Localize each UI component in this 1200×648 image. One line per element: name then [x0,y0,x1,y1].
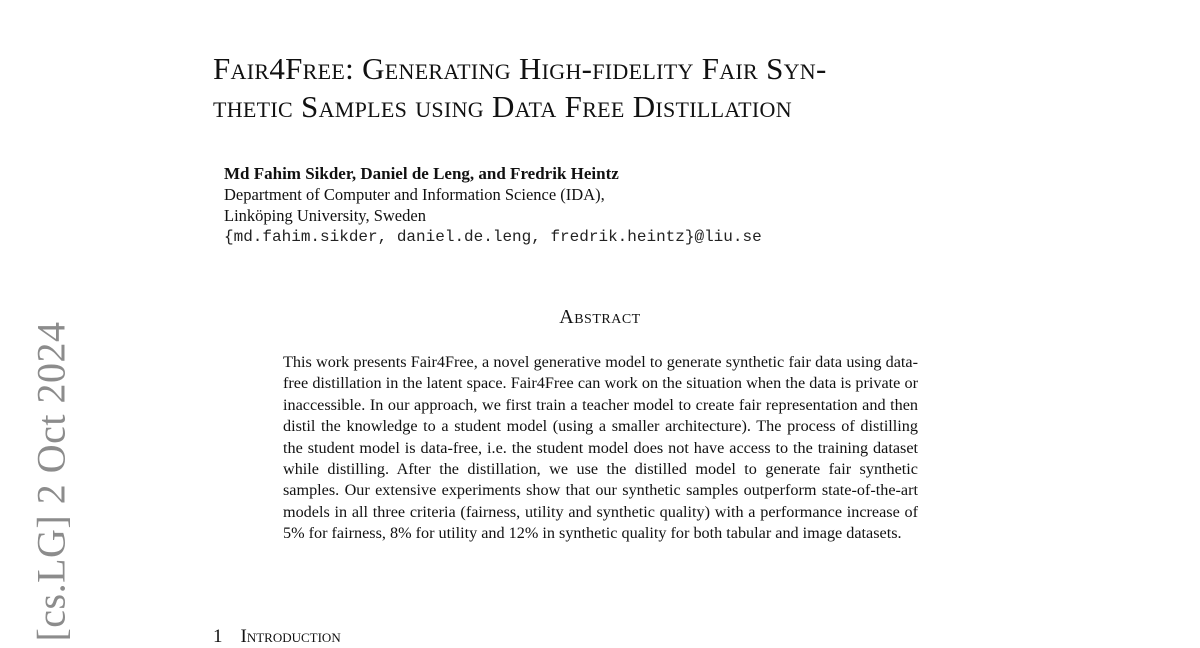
abstract-body: This work presents Fair4Free, a novel generative model to generate synthetic fair data using data-free distillation in the latent space. Fair4Free can work on the situation when the data is private or inaccessible. In our approach, we first train a teacher model to create fair representation and then distil the knowledge to a student model (using a smaller architecture). The process of distilling the student model is data-free, i.e. the student model does not have access to the training dataset while distilling. After the distillation, we use the distilled model to generate fair synthetic samples. Our extensive experiments show that our synthetic samples outperform state-of-the-art models in all three criteria (fairness, utility and synthetic quality) with a performance increase of 5% for fairness, 8% for utility and 12% in synthetic quality for both tabular and image datasets. [283,353,918,543]
affiliation-university: Linköping University, Sweden [224,206,426,225]
author-block [224,163,924,248]
paper-title [213,50,1033,126]
title-line-2: thetic Samples using Data Free Distillation [213,89,792,124]
arxiv-stamp-text: [cs.LG] 2 Oct 2024 [28,320,74,642]
author-emails: {md.fahim.sikder, daniel.de.leng, fredrik.heintz}@liu.se [224,228,762,246]
section-heading [213,626,341,648]
arxiv-identifier-stamp [28,322,74,640]
abstract-heading [0,306,1200,329]
section-title: Introduction [240,626,341,647]
abstract-heading-text: Abstract [559,306,641,328]
section-number: 1 [213,626,223,647]
author-names: Md Fahim Sikder, Daniel de Leng, and Fredrik Heintz [224,164,619,183]
affiliation-department: Department of Computer and Information Science (IDA), [224,185,605,204]
title-line-1: Fair4Free: Generating High-fidelity Fair Syn- [213,51,827,86]
